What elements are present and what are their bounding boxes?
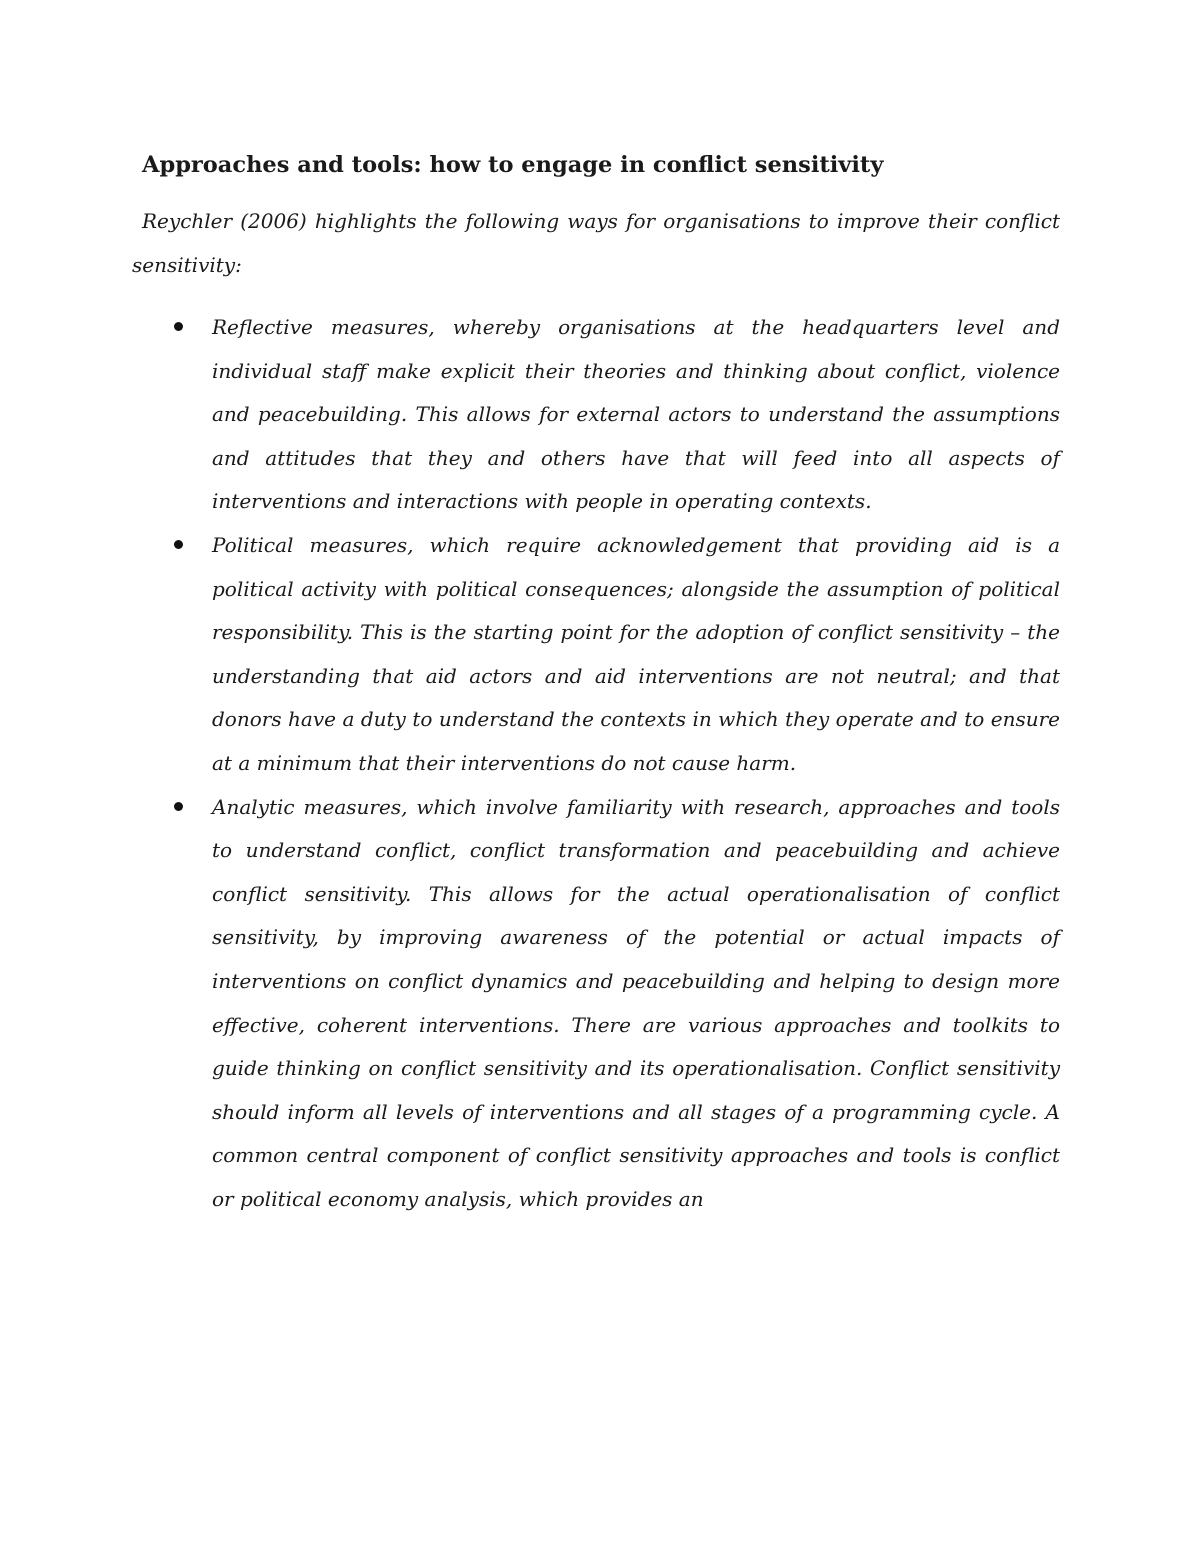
bullet-text: Political measures, which require acknowledgement that providing aid is a political activity with political consequences; alongside the assumption of political responsibility. This is the starting point for the adoption of conflict sensitivity – the understanding that aid actors and aid interventions are not neutral; and that donors have a duty to understand the contexts in which they operate and to ensure at a minimum that their interventions do not cause harm. <box>212 532 1060 775</box>
bullet-icon <box>174 540 183 549</box>
intro-paragraph: Reychler (2006) highlights the following ways for organisations to improve their conflict sensitivity: <box>132 209 1060 277</box>
bullet-text: Reflective measures, whereby organisations at the headquarters level and individual staff make explicit their theories and thinking about conflict, violence and peacebuilding. This allows for external actors to understand the assumptions and attitudes that they and others have that will feed into all aspects of interventions and interactions with people in operating contexts. <box>212 315 1060 514</box>
bullet-icon <box>174 802 183 811</box>
page-title: Approaches and tools: how to engage in conflict sensitivity <box>142 152 884 178</box>
bullet-text: Analytic measures, which involve familiarity with research, approaches and tools to understand conflict, conflict transformation and peacebuilding and achieve conflict sensitivity. This allows for the actual operationalisation of conflict sensitivity, by improving awareness of the potential or actual impacts of interventions on conflict dynamics and peacebuilding and helping to design more effective, coherent interventions. There are various approaches and toolkits to guide thinking on conflict sensitivity and its operationalisation. Conflict sensitivity should inform all levels of interventions and all stages of a programming cycle. A common central component of conflict sensitivity approaches and tools is conflict or political economy analysis, which provides an <box>212 794 1060 1211</box>
list-item <box>212 524 1060 786</box>
bullet-icon <box>174 322 183 331</box>
list-item <box>212 306 1060 524</box>
bullet-list <box>212 306 1060 1221</box>
list-item <box>212 786 1060 1222</box>
